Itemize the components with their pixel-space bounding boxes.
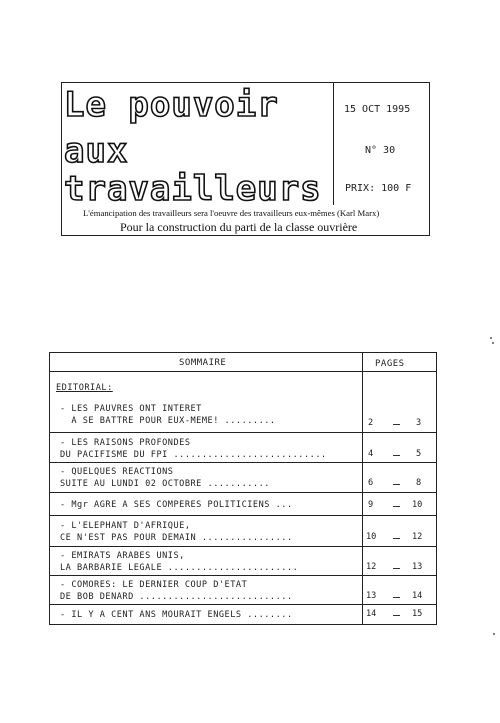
toc-entry-5-page-to: 12 xyxy=(412,532,423,542)
toc-entry-1-page-dash xyxy=(393,424,400,425)
toc-entry-1-line-1: - LES PAUVRES ONT INTERET xyxy=(60,404,202,414)
toc-entry-3-page-from: 6 xyxy=(368,478,374,488)
scan-speck xyxy=(492,342,494,344)
motto: L'émancipation des travailleurs sera l'oeuvre des travailleurs eux-mêmes (Karl Marx) xyxy=(83,208,380,218)
toc-entry-7-page-from: 13 xyxy=(366,591,377,601)
toc-entry-6-line-1: - EMIRATS ARABES UNIS, xyxy=(60,551,185,561)
toc-entry-8-line-1: - IL Y A CENT ANS MOURAIT ENGELS ........ xyxy=(60,610,293,620)
toc-column-divider xyxy=(362,352,363,625)
issue-number: N° 30 xyxy=(365,145,396,156)
toc-row-rule xyxy=(49,575,437,576)
masthead-divider xyxy=(333,82,334,205)
toc-entry-6-line-2: LA BARBARIE LEGALE ....................... xyxy=(60,563,299,573)
masthead-title-line-2: aux xyxy=(64,131,129,171)
toc-section-editorial: EDITORIAL: xyxy=(56,383,113,393)
toc-entry-2-line-1: - LES RAISONS PROFONDES xyxy=(60,438,191,448)
toc-entry-5-page-from: 10 xyxy=(366,532,377,542)
issue-price: PRIX: 100 F xyxy=(345,183,412,194)
tagline: Pour la construction du parti de la classe ouvrière xyxy=(120,220,358,234)
toc-entry-8-page-to: 15 xyxy=(412,609,423,619)
toc-entry-6-page-from: 12 xyxy=(366,562,377,572)
toc-entry-6-page-dash xyxy=(393,568,400,569)
toc-entry-2-line-2: DU PACIFISME DU FPI ........................... xyxy=(60,450,327,460)
toc-entry-1-page-to: 3 xyxy=(416,418,422,428)
toc-header-pages: PAGES xyxy=(375,359,405,369)
masthead-title-line-3: travailleurs xyxy=(64,169,322,209)
toc-row-rule xyxy=(49,604,437,605)
toc-entry-6-page-to: 13 xyxy=(412,562,423,572)
toc-entry-3-line-1: - QUELQUES REACTIONS xyxy=(60,467,174,477)
toc-entry-3-page-dash xyxy=(393,484,400,485)
toc-entry-5-line-2: CE N'EST PAS POUR DEMAIN ................ xyxy=(60,533,293,543)
toc-entry-7-page-dash xyxy=(393,597,400,598)
toc-entry-7-line-2: DE BOB DENARD ........................... xyxy=(60,592,293,602)
toc-row-rule xyxy=(49,462,437,463)
masthead-title-line-1: Le pouvoir xyxy=(64,85,279,125)
toc-entry-3-line-2: SUITE AU LUNDI 02 OCTOBRE ........... xyxy=(60,479,270,489)
scan-speck xyxy=(493,633,495,635)
toc-entry-7-page-to: 14 xyxy=(412,591,423,601)
toc-entry-4-line-1: - Mgr AGRE A SES COMPERES POLITICIENS ... xyxy=(60,500,293,510)
toc-row-rule xyxy=(49,432,437,433)
toc-entry-8-page-dash xyxy=(393,615,400,616)
toc-row-rule xyxy=(49,492,437,493)
toc-entry-2-page-to: 5 xyxy=(416,449,422,459)
toc-entry-2-page-dash xyxy=(393,455,400,456)
toc-entry-3-page-to: 8 xyxy=(416,478,422,488)
toc-header-rule xyxy=(49,371,437,372)
toc-row-rule xyxy=(49,546,437,547)
toc-header-title: SOMMAIRE xyxy=(179,358,227,368)
toc-entry-1-line-2: A SE BATTRE POUR EUX-MEME! ......... xyxy=(60,416,276,426)
toc-entry-5-line-1: - L'ELEPHANT D'AFRIQUE, xyxy=(60,521,191,531)
toc-entry-4-page-dash xyxy=(393,506,400,507)
toc-entry-1-page-from: 2 xyxy=(368,418,374,428)
toc-entry-4-page-from: 9 xyxy=(368,500,374,510)
toc-entry-2-page-from: 4 xyxy=(368,449,374,459)
issue-date: 15 OCT 1995 xyxy=(344,104,411,115)
toc-entry-4-page-to: 10 xyxy=(412,500,423,510)
scan-speck xyxy=(490,337,492,339)
toc-entry-5-page-dash xyxy=(393,538,400,539)
toc-entry-7-line-1: - COMORES: LE DERNIER COUP D'ETAT xyxy=(60,580,248,590)
toc-row-rule xyxy=(49,515,437,516)
toc-entry-8-page-from: 14 xyxy=(366,609,377,619)
